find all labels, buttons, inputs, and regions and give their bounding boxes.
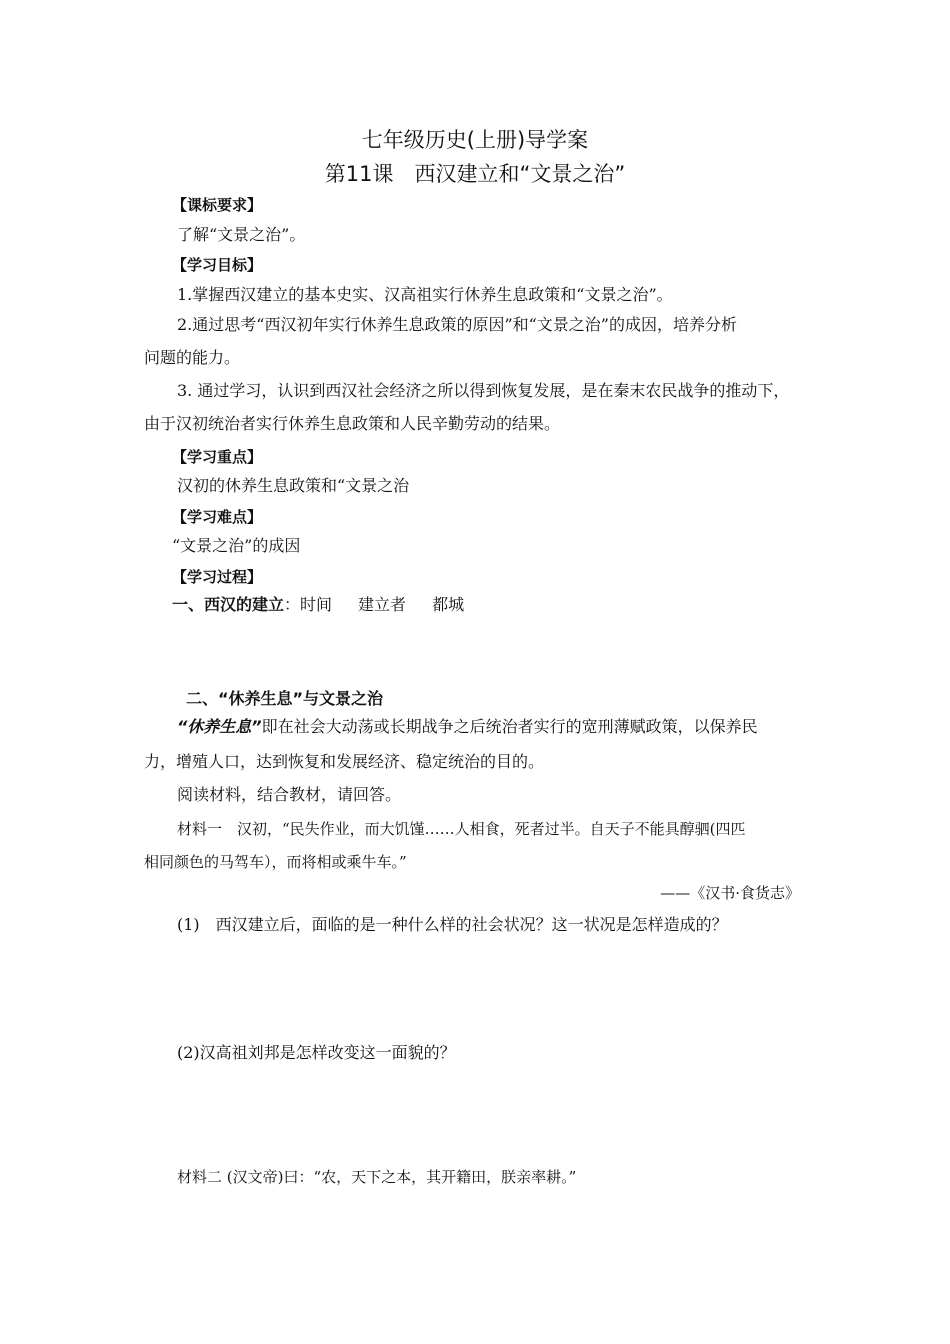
- definition-line1: [177, 716, 758, 738]
- material1-source: ——《汉书·食货志》: [660, 884, 800, 902]
- part2-heading: 二、“休养生息”与文景之治: [186, 689, 384, 708]
- part1-field-capital: 都城: [432, 595, 465, 614]
- definition-term: “休养生息”: [177, 717, 262, 736]
- objective-3-line2: 由于汉初统治者实行休养生息政策和人民辛勤劳动的结果。: [144, 414, 561, 433]
- lesson-title: 第11课 西汉建立和“文景之治”: [324, 162, 626, 186]
- material2-text: 材料二 (汉文帝)曰：“农，天下之本，其开籍田，朕亲率耕。”: [177, 1168, 577, 1186]
- material1-line2: 相同颜色的马驾车），而将相或乘牛车。”: [144, 853, 407, 871]
- objectives-heading: 【学习目标】: [172, 256, 263, 274]
- material1-line1: 材料一 汉初，“民失作业，而大饥馑……人相食，死者过半。自天子不能具醇驷(四匹: [177, 820, 746, 838]
- part1-colon: ：: [284, 595, 301, 614]
- question-1: (1) 西汉建立后，面临的是一种什么样的社会状况？这一状况是怎样造成的？: [177, 915, 728, 934]
- instruction-text: 阅读材料，结合教材，请回答。: [177, 785, 402, 804]
- definition-line2: 力，增殖人口，达到恢复和发展经济、稳定统治的目的。: [144, 752, 545, 771]
- page-title: 七年级历史(上册)导学案: [361, 128, 589, 152]
- keypoint-heading: 【学习重点】: [172, 448, 263, 466]
- difficulty-heading: 【学习难点】: [172, 508, 263, 526]
- curriculum-text: 了解“文景之治”。: [177, 225, 306, 244]
- difficulty-text: “文景之治”的成因: [172, 536, 301, 555]
- part1-field-time: 时间: [300, 595, 333, 614]
- objective-2-line2: 问题的能力。: [144, 348, 241, 367]
- definition-text: 即在社会大动荡或长期战争之后统治者实行的宽刑薄赋政策，以保养民: [261, 717, 758, 736]
- curriculum-heading: 【课标要求】: [172, 196, 263, 214]
- keypoint-text: 汉初的休养生息政策和“文景之治: [177, 476, 410, 495]
- part1-label: 一、西汉的建立: [172, 595, 285, 614]
- objective-1: 1.掌握西汉建立的基本史实、汉高祖实行休养生息政策和“文景之治”。: [177, 285, 673, 304]
- objective-2-line1: 2.通过思考“西汉初年实行休养生息政策的原因”和“文景之治”的成因，培养分析: [177, 315, 737, 334]
- objective-3-line1: 3. 通过学习，认识到西汉社会经济之所以得到恢复发展，是在秦末农民战争的推动下，: [177, 381, 790, 400]
- process-heading: 【学习过程】: [172, 568, 263, 586]
- question-2: (2)汉高祖刘邦是怎样改变这一面貌的？: [177, 1043, 456, 1062]
- part1-field-founder: 建立者: [358, 595, 407, 614]
- part1-line: [172, 594, 464, 616]
